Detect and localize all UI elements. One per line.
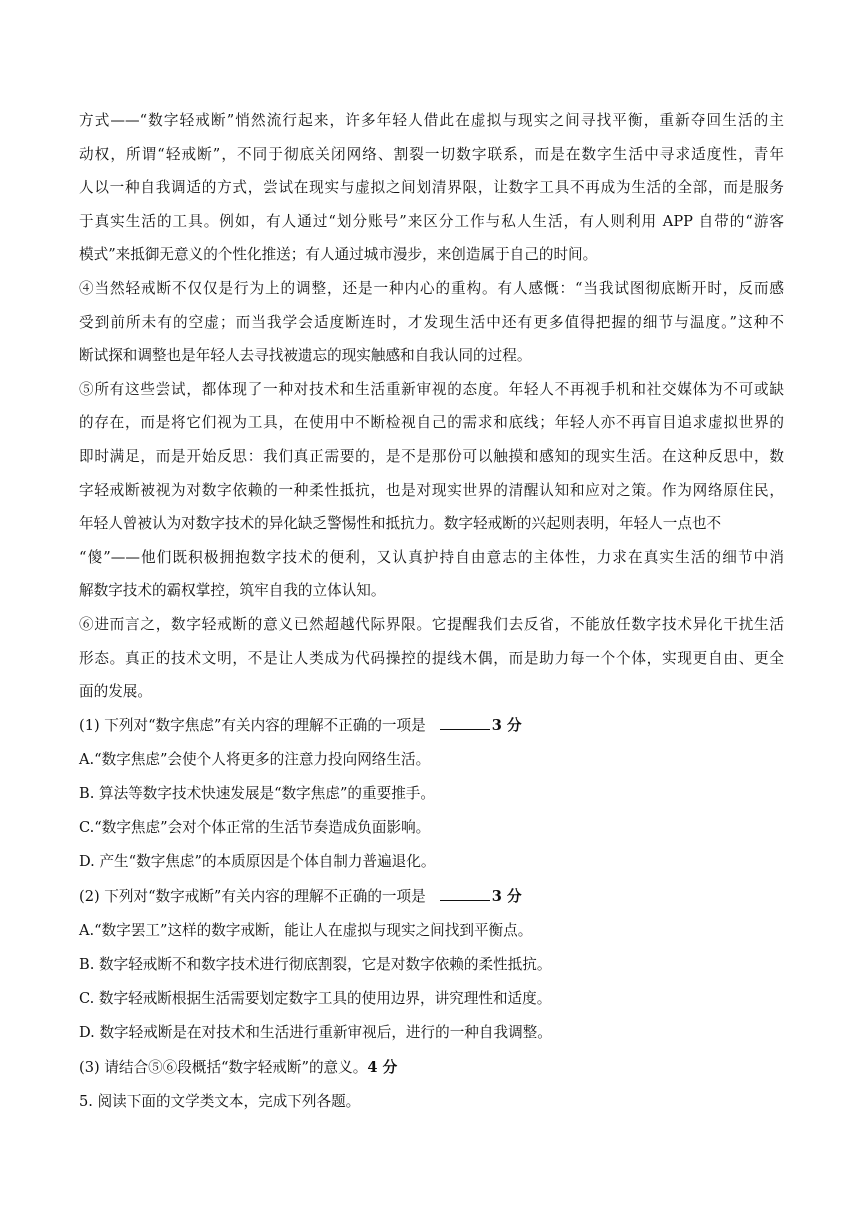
paragraph-4-line: 受到前所未有的空虚；而当我学会适度断连时，才发现生活中还有更多值得把握的细节与温度。”这种不 bbox=[79, 313, 784, 331]
question-1-stem: (1) 下列对“数字焦虑”有关内容的理解不正确的一项是 bbox=[79, 716, 426, 734]
document-page bbox=[79, 104, 784, 1119]
paragraph-5-line: 的存在，而是将它们视为工具，在使用中不断检视自己的需求和底线；年轻人亦不再盲目追求虚拟世界的 bbox=[79, 414, 784, 432]
question-1-option-b: B. 算法等数字技术快速发展是“数字焦虑”的重要推手。 bbox=[79, 785, 435, 803]
paragraph-4-line: 断试探和调整也是年轻人去寻找被遗忘的现实触感和自我认同的过程。 bbox=[79, 347, 532, 365]
question-2-score: 3 分 bbox=[491, 887, 522, 905]
paragraph-4-line: ④当然轻戒断不仅仅是行为上的调整，还是一种内心的重构。有人感慨：“当我试图彻底断开时，反而感 bbox=[79, 279, 784, 297]
question-2-stem: (2) 下列对“数字戒断”有关内容的理解不正确的一项是 bbox=[79, 887, 426, 905]
question-1-option-a: A.“数字焦虑”会使个人将更多的注意力投向网络生活。 bbox=[79, 750, 431, 768]
paragraph-6-line: 面的发展。 bbox=[79, 683, 152, 701]
paragraph-5-line: 解数字技术的霸权掌控，筑牢自我的立体认知。 bbox=[79, 582, 386, 600]
answer-blank[interactable] bbox=[440, 717, 490, 730]
question-2-option-c: C. 数字轻戒断根据生活需要划定数字工具的使用边界，讲究理性和适度。 bbox=[79, 990, 552, 1008]
next-section-heading: 5. 阅读下面的文学类文本，完成下列各题。 bbox=[79, 1092, 361, 1110]
paragraph-6-line: 形态。真正的技术文明，不是让人类成为代码操控的提线木偶，而是助力每一个个体，实现更自由、更全 bbox=[79, 649, 784, 667]
passage-line: 于真实生活的工具。例如，有人通过“划分账号”来区分工作与私人生活，有人则利用 APP 自带的“游客 bbox=[79, 212, 784, 230]
question-1-option-c: C.“数字焦虑”会对个体正常的生活节奏造成负面影响。 bbox=[79, 819, 431, 837]
question-1-score: 3 分 bbox=[491, 716, 522, 734]
question-1-option-d: D. 产生“数字焦虑”的本质原因是个体自制力普遍退化。 bbox=[79, 853, 436, 871]
passage-line: 方式——“数字轻戒断”悄然流行起来，许多年轻人借此在虚拟与现实之间寻找平衡，重新夺回生活的主 bbox=[79, 112, 784, 129]
question-3-score: 4 分 bbox=[367, 1058, 398, 1076]
question-2-option-d: D. 数字轻戒断是在对技术和生活进行重新审视后，进行的一种自我调整。 bbox=[79, 1024, 552, 1042]
paragraph-5-line: ⑤所有这些尝试，都体现了一种对技术和生活重新审视的态度。年轻人不再视手机和社交媒体为不可或缺 bbox=[79, 380, 784, 398]
question-2 bbox=[79, 880, 784, 914]
paragraph-5-line: 年轻人曾被认为对数字技术的异化缺乏警惕性和抵抗力。数字轻戒断的兴起则表明，年轻人一点也不 bbox=[79, 515, 722, 533]
paragraph-5-line: “傻”——他们既积极拥抱数字技术的便利，又认真护持自由意志的主体性，力求在真实生活的细节中消 bbox=[79, 548, 784, 566]
paragraph-5-line: 即时满足，而是开始反思：我们真正需要的，是不是那份可以触摸和感知的现实生活。在这种反思中，数 bbox=[79, 447, 784, 465]
question-2-option-a: A.“数字罢工”这样的数字戒断，能让人在虚拟与现实之间找到平衡点。 bbox=[79, 921, 533, 939]
passage-body bbox=[79, 104, 784, 709]
question-3-stem: (3) 请结合⑤⑥段概括“数字轻戒断”的意义。 bbox=[79, 1058, 368, 1076]
paragraph-6-line: ⑥进而言之，数字轻戒断的意义已然超越代际界限。它提醒我们去反省，不能放任数字技术异化干扰生活 bbox=[79, 615, 784, 633]
question-1 bbox=[79, 709, 784, 743]
paragraph-5-line: 字轻戒断被视为对数字依赖的一种柔性抵抗，也是对现实世界的清醒认知和应对之策。作为网络原住民， bbox=[79, 481, 784, 499]
questions-section bbox=[79, 709, 784, 1119]
question-3 bbox=[79, 1051, 784, 1085]
passage-line: 人以一种自我调适的方式，尝试在现实与虚拟之间划清界限，让数字工具不再成为生活的全部，而是服务 bbox=[79, 179, 784, 197]
passage-line: 动权，所谓“轻戒断”，不同于彻底关闭网络、割裂一切数字联系，而是在数字生活中寻求适度性，青年 bbox=[79, 145, 784, 163]
question-2-option-b: B. 数字轻戒断不和数字技术进行彻底割裂，它是对数字依赖的柔性抵抗。 bbox=[79, 956, 552, 973]
passage-line: 模式”来抵御无意义的个性化推送；有人通过城市漫步，来创造属于自己的时间。 bbox=[79, 246, 598, 264]
answer-blank[interactable] bbox=[440, 888, 490, 901]
